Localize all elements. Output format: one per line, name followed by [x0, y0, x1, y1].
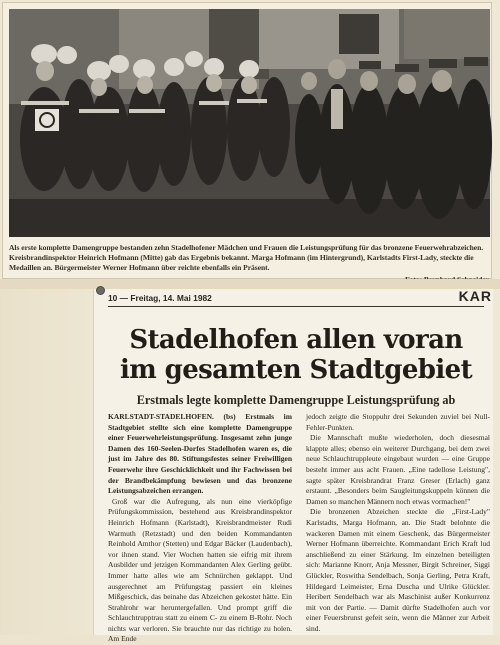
photo-caption: [9, 243, 491, 274]
article-paragraph: Die bronzenen Abzeichen steckte die „First-Lady" Karlstadts, Marga Hofmann, an. Die Stadt belohnte die wackeren Damen mit einem Geschenk, das Bürgermeister Werner Hofmann überreichte. Kommandant Erich Kraft lud anschließend zu einer Stärkung. Im einzelnen beteiligten sich: Marianne Knorr, Anja Messner, Birgit Schreiner, Siggi Glückler, Roswitha Sendelbach, Sonja Gerling, Petra Kraft, Hildegard Leimeister, Erna Duscha und Ulrike Glückler. Heribert Sendelbach war als Maschinist außer Konkurrenz mit von der Partie. — Damit dürfte Stadelhofen auch vor einer Feuersbrunst gefeit sein, wenn die Männer zur Arbeit sind.: [306, 507, 490, 633]
headline: [108, 325, 484, 385]
article-lead: KARLSTADT-STADELHOFEN. (bs) Erstmals im Stadtgebiet stellte sich eine komplette Damengruppe einer Feuerwehrleistungsprüfung. Insgesamt zehn junge Damen des 160-Seelen-Dorfes Stadelhofen waren es, die just im Jahre des 80. Stiftungsfestes seiner Freiwilligen Feuerwehr ihre Geschicklichkeit und ihr Fachwissen bei der Brandbekämpfung bewiesen und das bronzene Leistungsabzeichen errangen.: [108, 412, 292, 496]
article-column-left: [108, 412, 292, 645]
article-paragraph: Groß war die Aufregung, als nun eine vierköpfige Prüfungskommission, bestehend aus Kreisbrandinspektor Heinrich Hofmann (Karlstadt), Kreisbrandmeister Rudi Warmuth (Retzstadt) und den beiden Kommandanten Reinhold Amthor (Stetten) und Edgar Bäcker (Laudenbach), vor ihnen stand. Vier Wochen hatten sie eifrig mit ihrem Ausbilder und jetzigen Kommandanten Alex Gerling geübt. Immer hatte alles wie am Schnürchen geklappt. Und ausgerechnet am Prüfungstag passiert ein kleines Mißgeschick, das beinahe das Abzeichen gekostet hätte. Ein Strahlrohr war heruntergefallen. Und prompt griff die Schlauchtrupptrau statt zu einem C- zu einem B-Rohr. Noch nichts war verloren. Sie brauchte nur das richtige zu holen. Am Ende: [108, 496, 292, 644]
headline-line-2: im gesamten Stadtgebiet: [119, 355, 472, 385]
dateline-text: 10 — Freitag, 14. Mai 1982: [108, 293, 212, 303]
photo-clipping: [2, 2, 492, 279]
caption-text: Als erste komplette Damengruppe bestanden zehn Stadelhofener Mädchen und Frauen die Leistungsprüfung für das bronzene Feuerwehrabzeichen. Kreisbrandinspektor Heinrich Hofmann (Mitte) gab das Ergebnis bekannt. Marga Hofmann (im Hintergrund), Karlstadts First-Lady, steckte die Medaillen an. Bürgermeister Werner Hofmann über reichte ebenfalls ein Präsent.: [9, 243, 484, 273]
article-clipping: [93, 288, 493, 644]
group-photo: [9, 9, 490, 237]
page-fold: [0, 279, 500, 289]
headline-line-1: Stadelhofen allen voran: [129, 325, 463, 355]
article-column-right: [306, 412, 490, 634]
masthead-fragment: KAR: [458, 288, 492, 304]
dateline: [108, 288, 492, 307]
subheadline: Erstmals legte komplette Damengruppe Leistungsprüfung ab: [136, 393, 456, 407]
page-margin: [0, 289, 93, 635]
pin-icon: [96, 286, 105, 295]
article-paragraph: jedoch zeigte die Stoppuhr drei Sekunden zuviel bei Null-Fehler-Punkten.: [306, 412, 490, 432]
article-paragraph: Die Mannschaft mußte wiederholen, doch diesesmal klappte alles; ebenso ein weiterer Durchgang, bei dem zwei neue Schlauchtruppleute eingebaut wurden — eine Gruppe besteht immer aus acht Frauen. „Eine tadellose Leistung", sagte später Kreisbrandrat Franz Greser (Erlach) ganz erstaunt. „Besonders beim Saugleitungskuppeln können die Damen so manchen Männern noch etwas vormachen!": [306, 433, 490, 506]
